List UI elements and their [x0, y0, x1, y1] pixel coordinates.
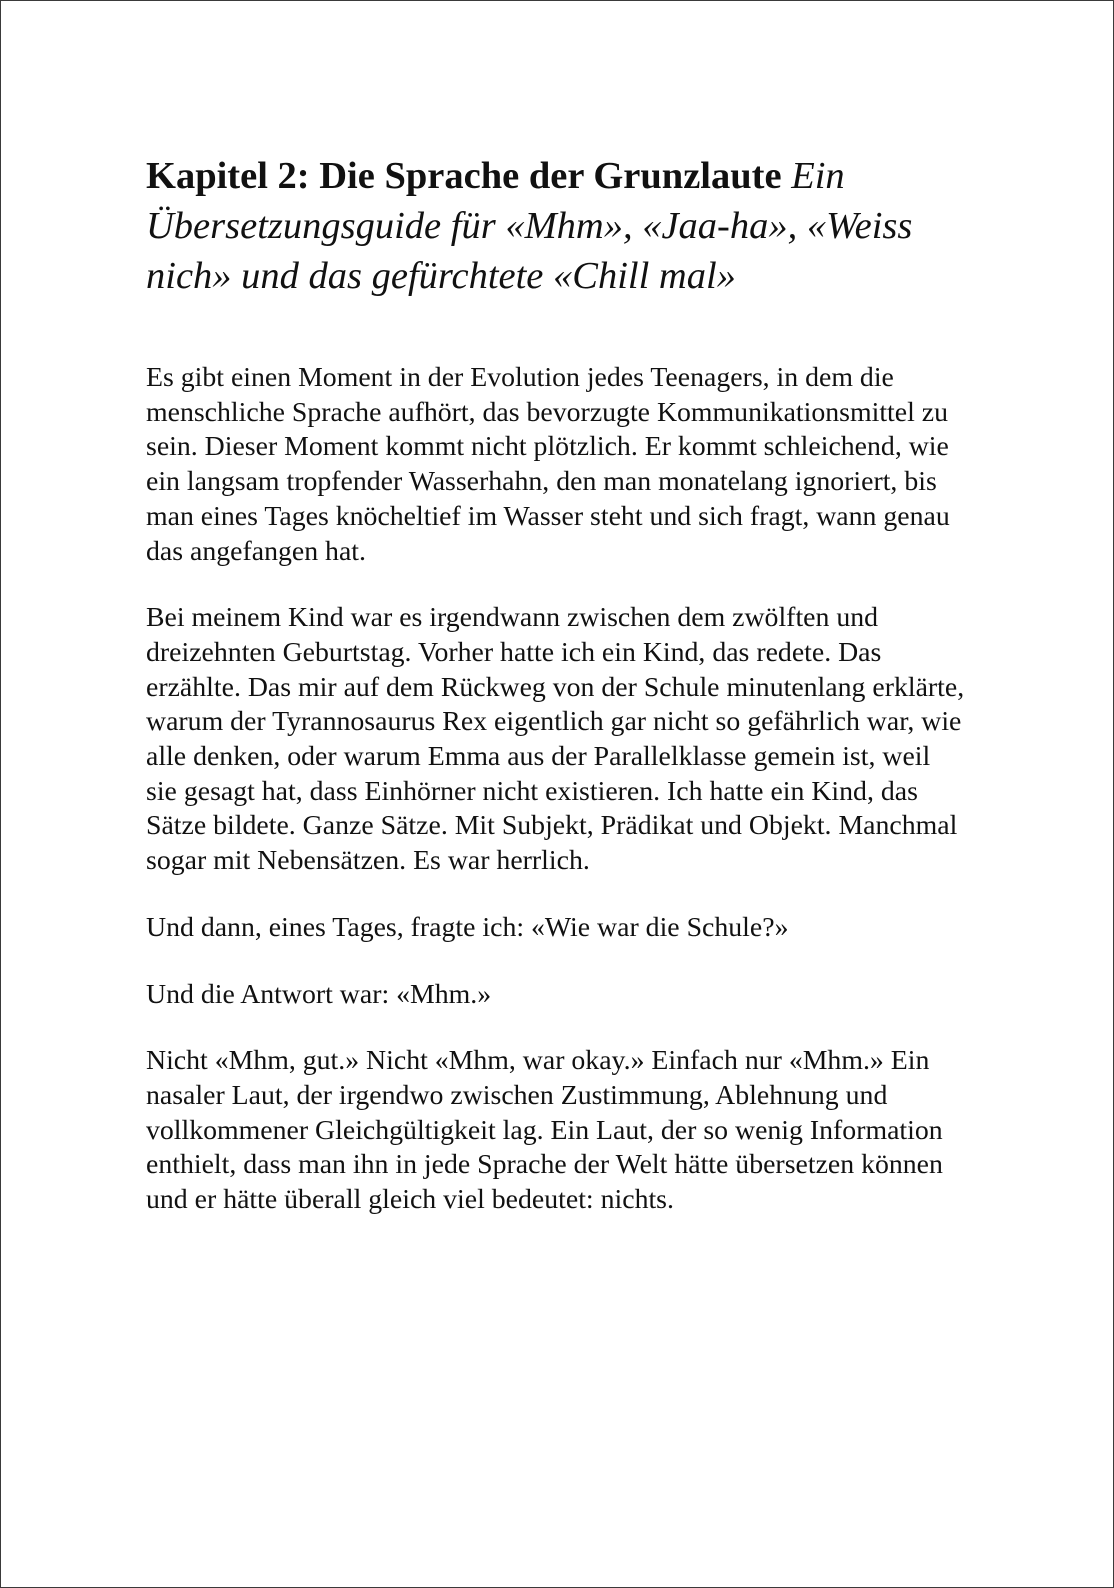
paragraph-3: Und dann, eines Tages, fragte ich: «Wie war die Schule?» [146, 911, 789, 943]
page-content [146, 151, 966, 1250]
paragraph-1: Es gibt einen Moment in der Evolution jedes Teenagers, in dem die menschliche Sprache aufhört, das bevorzugte Kommunikationsmittel zu sein. Dieser Moment kommt nicht plötzlich. Er kommt schleichend, wie ein langsam tropfender Wasserhahn, den man monatelang ignoriert, bis man eines Tages knöcheltief im Wasser steht und sich fragt, wann genau das angefangen hat. [146, 362, 950, 567]
body-text [146, 361, 966, 1218]
paragraph-4: Und die Antwort war: «Mhm.» [146, 978, 492, 1010]
paragraph-5: Nicht «Mhm, gut.» Nicht «Mhm, war okay.» Einfach nur «Mhm.» Ein nasaler Laut, der irgendwo zwischen Zustimmung, Ablehnung und vollkommener Gleichgültigkeit lag. Ein Laut, der so wenig Information enthielt, dass man ihn in jede Sprache der Welt hätte übersetzen können und er hätte überall gleich viel bedeutet: nichts. [146, 1045, 943, 1216]
chapter-subtitle: Ein Übersetzungsguide für «Mhm», «Jaa-ha», «Weiss nich» und das gefürchtete «Chill mal» [146, 155, 913, 297]
paragraph-2: Bei meinem Kind war es irgendwann zwischen dem zwölften und dreizehnten Geburtstag. Vorher hatte ich ein Kind, das redete. Das erzählte. Das mir auf dem Rückweg von der Schule minutenlang erklärte, warum der Tyrannosaurus Rex eigentlich gar nicht so gefährlich war, wie alle denken, oder warum Emma aus der Parallelklasse gemein ist, weil sie gesagt hat, dass Einhörner nicht existieren. Ich hatte ein Kind, das Sätze bildete. Ganze Sätze. Mit Subjekt, Prädikat und Objekt. Manchmal sogar mit Nebensätzen. Es war herrlich. [146, 602, 965, 877]
chapter-heading [146, 151, 966, 301]
chapter-title: Kapitel 2: Die Sprache der Grunzlaute [146, 155, 782, 197]
